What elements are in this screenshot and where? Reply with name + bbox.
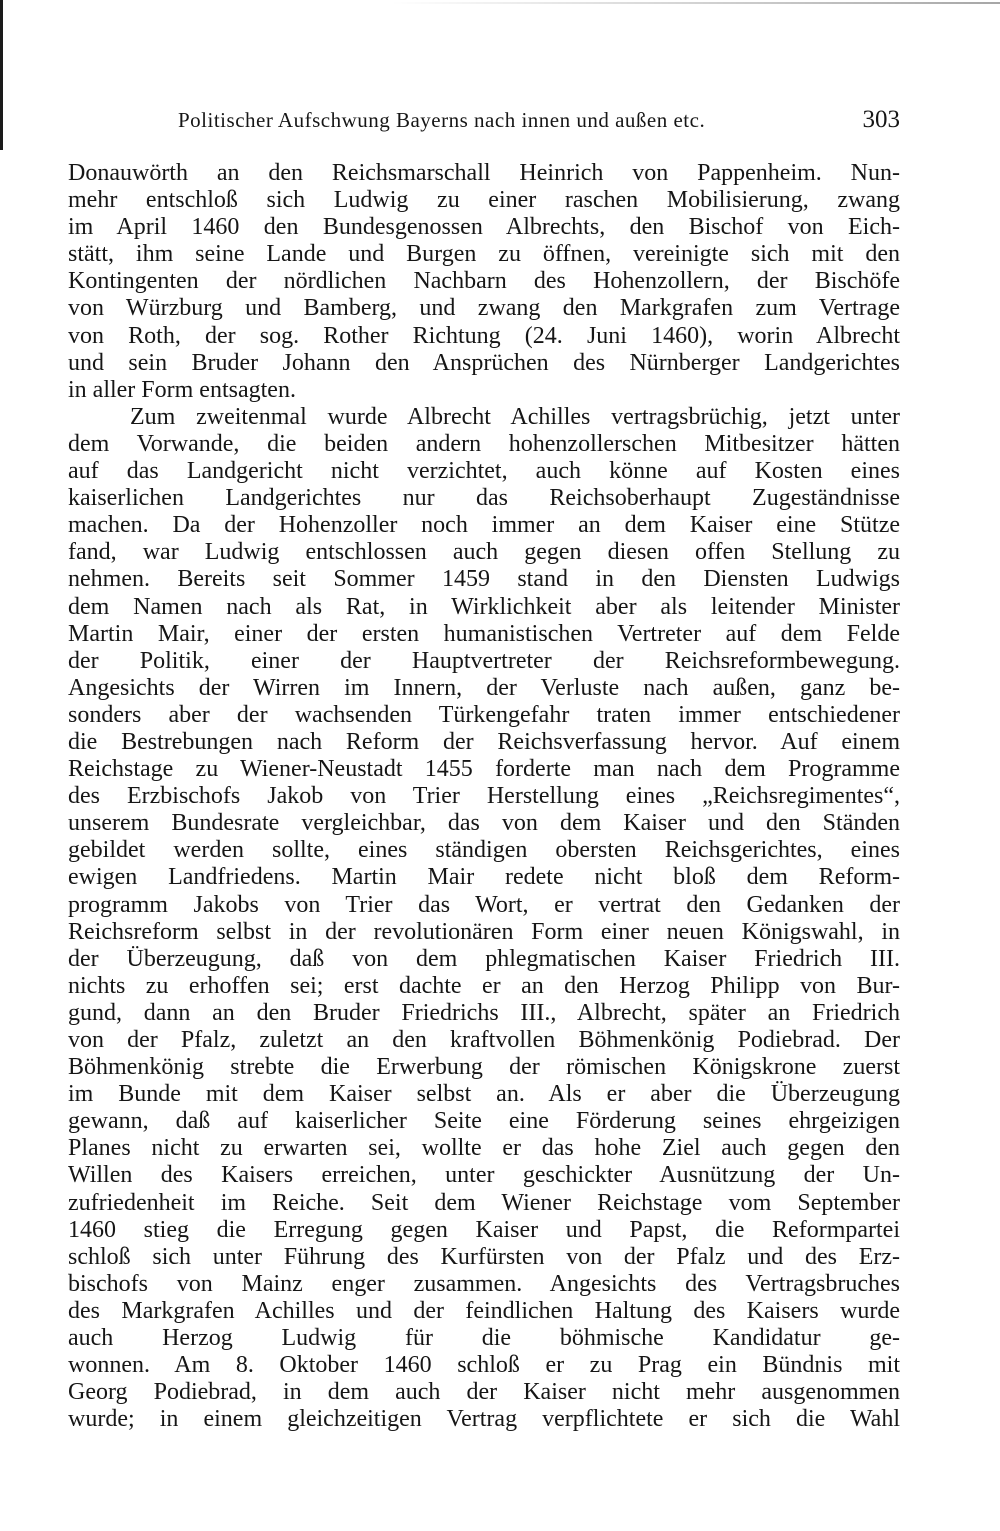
text-line: gewann, daß auf kaiserlicher Seite eine Förderung seines ehrgeizigen [68, 1108, 900, 1135]
running-title: Politischer Aufschwung Bayerns nach innen und außen etc. [178, 108, 706, 132]
text-line: Willen des Kaisers erreichen, unter geschickter Ausnützung der Un- [68, 1162, 900, 1189]
text-line: Reichsreform selbst in der revolutionären Form einer neuen Königswahl, in [68, 918, 900, 945]
text-line: fand, war Ludwig entschlossen auch gegen diesen offen Stellung zu [68, 539, 900, 566]
text-line: Zum zweitenmal wurde Albrecht Achilles vertragsbrüchig, jetzt unter [130, 403, 900, 430]
text-line: dem Namen nach als Rat, in Wirklichkeit aber als leitender Minister [68, 593, 900, 620]
text-line: im April 1460 den Bundesgenossen Albrechts, den Bischof von Eich- [68, 214, 900, 241]
text-line: auf das Landgericht nicht verzichtet, auch könne auf Kosten eines [68, 458, 900, 485]
text-line: von der Pfalz, zuletzt an den kraftvollen Böhmenkönig Podiebrad. Der [68, 1027, 900, 1053]
text-line: zufriedenheit im Reiche. Seit dem Wiener Reichstage vom September [68, 1189, 900, 1216]
text-line: Georg Podiebrad, in dem auch der Kaiser nicht mehr ausgenommen [68, 1379, 900, 1406]
text-line: mehr entschloß sich Ludwig zu einer raschen Mobilisierung, zwang [68, 187, 900, 214]
text-body [68, 160, 900, 1433]
text-line: in aller Form entsagten. [68, 376, 296, 403]
text-line: gebildet werden sollte, eines ständigen obersten Reichsgerichtes, eines [68, 837, 900, 864]
text-line: Böhmenkönig strebte die Erwerbung der römischen Königskrone zuerst [68, 1054, 900, 1081]
text-line: auch Herzog Ludwig für die böhmische Kandidatur ge- [68, 1325, 900, 1352]
text-line: schloß sich unter Führung des Kurfürsten von der Pfalz und des Erz- [68, 1243, 900, 1270]
text-line: und sein Bruder Johann den Ansprüchen des Nürnberger Landgerichtes [68, 349, 900, 376]
text-line: Reichstage zu Wiener-Neustadt 1455 forderte man nach dem Programme [68, 756, 900, 783]
text-line: Kontingenten der nördlichen Nachbarn des Hohenzollern, der Bischöfe [68, 268, 900, 295]
text-line: 1460 stieg die Erregung gegen Kaiser und Papst, die Reformpartei [68, 1216, 900, 1243]
text-line: unserem Bundesrate vergleichbar, das von dem Kaiser und den Ständen [68, 810, 900, 837]
text-line: des Markgrafen Achilles und der feindlichen Haltung des Kaisers wurde [68, 1297, 900, 1324]
text-line: von Würzburg und Bamberg, und zwang den Markgrafen zum Vertrage [68, 295, 900, 322]
text-line: von Roth, der sog. Rother Richtung (24. Juni 1460), worin Albrecht [68, 322, 900, 349]
text-line: kaiserlichen Landgerichtes nur das Reichsoberhaupt Zugeständnisse [68, 485, 900, 512]
text-line: die Bestrebungen nach Reform der Reichsverfassung hervor. Auf einem [68, 728, 900, 755]
text-line: Martin Mair, einer der ersten humanistischen Vertreter auf dem Felde [68, 620, 900, 647]
text-line: Planes nicht zu erwarten sei, wollte er das hohe Ziel auch gegen den [68, 1135, 900, 1162]
text-line: ewigen Landfriedens. Martin Mair redete nicht bloß dem Reform- [68, 864, 900, 891]
text-line: Donauwörth an den Reichsmarschall Heinrich von Pappenheim. Nun- [68, 160, 900, 186]
text-line: der Politik, einer der Hauptvertreter der Reichsreformbewegung. [68, 647, 900, 674]
page-number: 303 [862, 106, 900, 133]
text-line: gund, dann an den Bruder Friedrichs III., Albrecht, später an Friedrich [68, 999, 900, 1026]
text-line: sonders aber der wachsenden Türkengefahr traten immer entschiedener [68, 701, 900, 728]
text-line: stätt, ihm seine Lande und Burgen zu öffnen, vereinigte sich mit den [68, 241, 900, 268]
text-line: bischofs von Mainz enger zusammen. Angesichts des Vertragsbruches [68, 1270, 900, 1297]
text-line: dem Vorwande, die beiden andern hohenzollerschen Mitbesitzer hätten [68, 430, 900, 457]
text-line: im Bunde mit dem Kaiser selbst an. Als er aber die Überzeugung [68, 1081, 900, 1108]
text-line: nichts zu erhoffen sei; erst dachte er an den Herzog Philipp von Bur- [68, 972, 900, 999]
text-line: des Erzbischofs Jakob von Trier Herstellung eines „Reichsregimentes“, [68, 783, 900, 810]
text-line: programm Jakobs von Trier das Wort, er vertrat den Gedanken der [68, 891, 900, 918]
text-line: nehmen. Bereits seit Sommer 1459 stand in den Diensten Ludwigs [68, 566, 900, 593]
text-line: wonnen. Am 8. Oktober 1460 schloß er zu Prag ein Bündnis mit [68, 1352, 900, 1379]
text-line: Angesichts der Wirren im Innern, der Verluste nach außen, ganz be- [68, 674, 900, 701]
page-header [68, 108, 900, 138]
scan-top-shadow [390, 2, 1000, 4]
text-line: machen. Da der Hohenzoller noch immer an dem Kaiser eine Stütze [68, 512, 900, 539]
text-line: der Überzeugung, daß von dem phlegmatischen Kaiser Friedrich III. [68, 945, 900, 972]
text-line: wurde; in einem gleichzeitigen Vertrag verpflichtete er sich die Wahl [68, 1406, 900, 1433]
scan-edge-mark [0, 0, 3, 150]
